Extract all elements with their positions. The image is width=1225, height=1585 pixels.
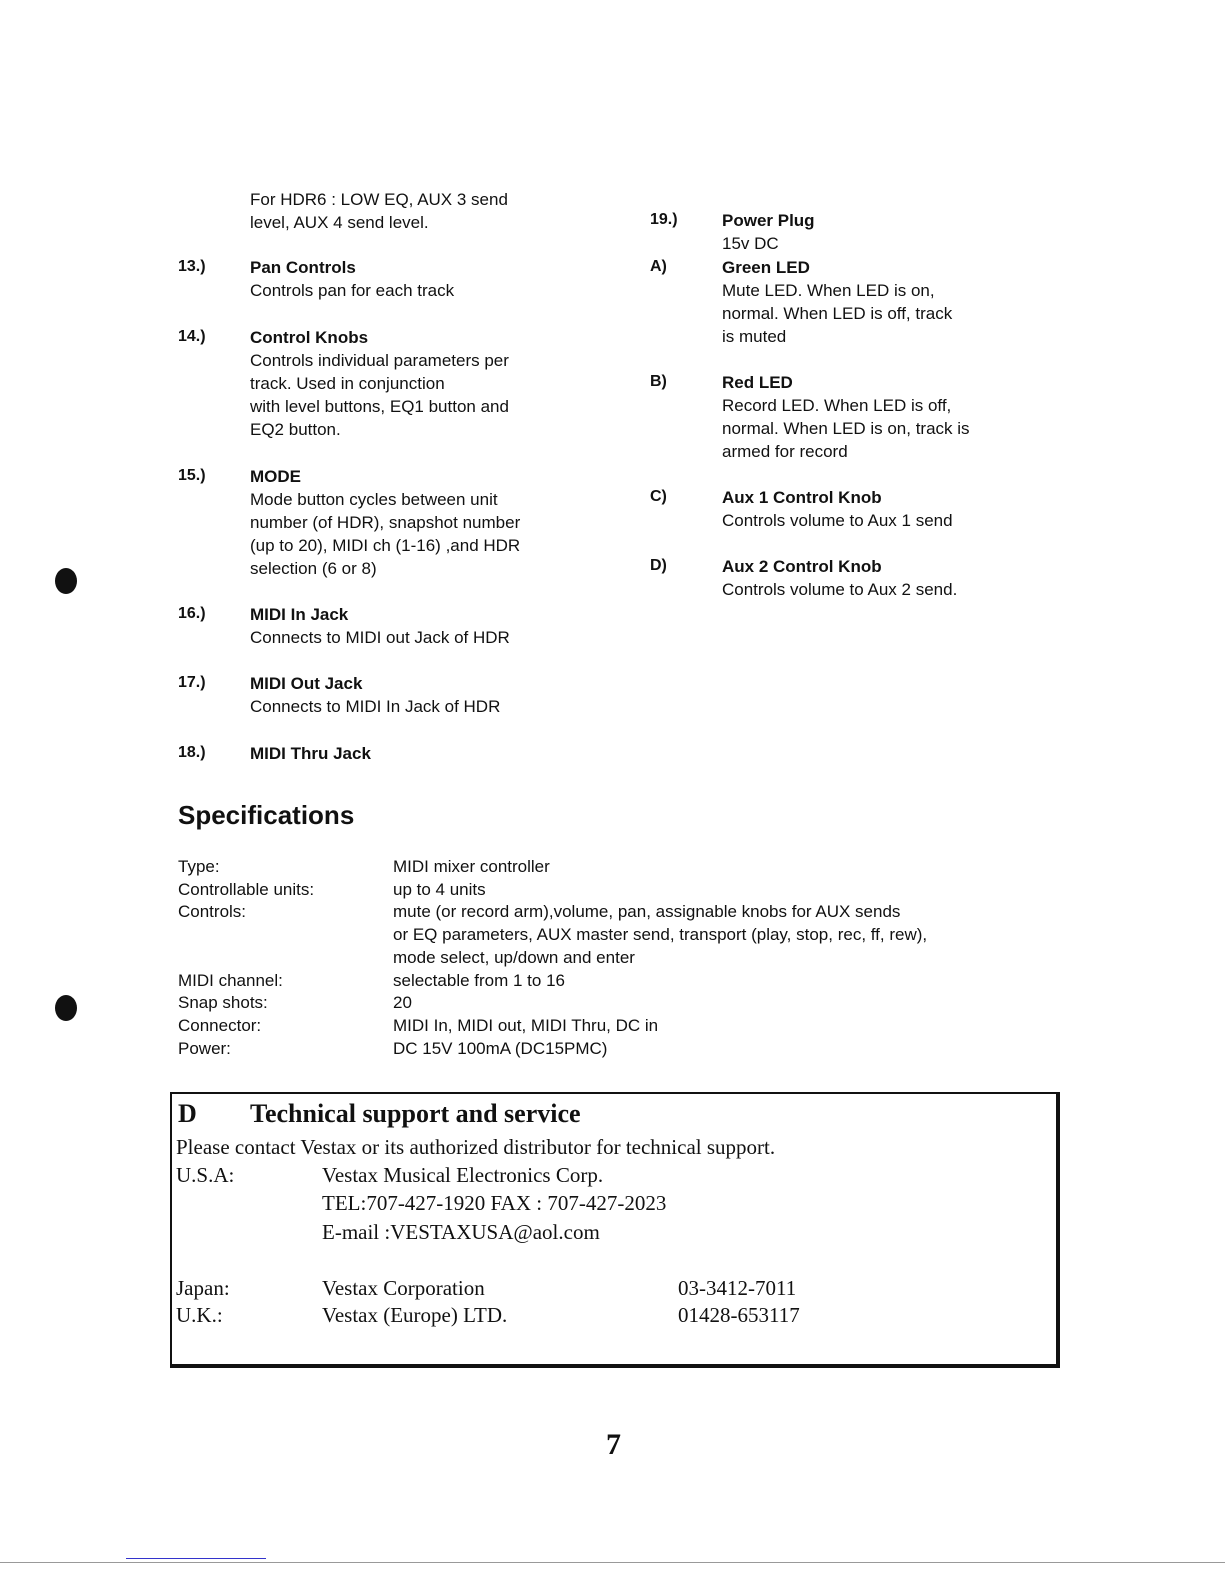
section-title: Technical support and service (250, 1099, 581, 1128)
japan-label: Japan: (176, 1276, 230, 1300)
item-number: 17.) (178, 674, 206, 691)
list-item (250, 742, 371, 765)
item-number: 15.) (178, 467, 206, 484)
list-item (722, 486, 953, 532)
item-description: Connects to MIDI In Jack of HDR (250, 697, 501, 716)
item-number: D) (650, 557, 667, 574)
section-letter: D (178, 1099, 197, 1128)
spec-value: MIDI mixer controller (393, 857, 550, 876)
spec-label: MIDI channel: (178, 970, 283, 990)
item-description: track. Used in conjunction (250, 374, 445, 393)
item-description: (up to 20), MIDI ch (1-16) ,and HDR (250, 536, 521, 555)
spec-label (178, 947, 393, 970)
spec-row (178, 856, 927, 879)
japan-company: Vestax Corporation (322, 1276, 485, 1300)
item-description: level, AUX 4 send level. (250, 213, 429, 232)
binder-hole (55, 995, 77, 1021)
spec-value: up to 4 units (393, 879, 486, 899)
item-description: normal. When LED is off, track (722, 304, 953, 323)
page-number: 7 (606, 1428, 621, 1461)
japan-phone: 03-3412-7011 (678, 1276, 797, 1300)
spec-label: Snap shots: (178, 993, 268, 1013)
item-number: 14.) (178, 328, 206, 345)
list-item (250, 465, 520, 580)
item-description: EQ2 button. (250, 420, 341, 439)
item-description: Connects to MIDI out Jack of HDR (250, 628, 510, 647)
item-title: Pan Controls (250, 258, 356, 277)
list-item (722, 371, 970, 463)
spec-value: DC 15V 100mA (DC15PMC) (393, 1038, 608, 1058)
list-item (250, 603, 510, 649)
list-item (250, 256, 454, 302)
uk-company: Vestax (Europe) LTD. (322, 1303, 508, 1327)
spec-label: Controls: (178, 902, 247, 922)
item-title: Green LED (722, 258, 810, 277)
item-description: Controls pan for each track (250, 281, 455, 300)
support-intro: Please contact Vestax or its authorized distributor for technical support. (176, 1135, 776, 1159)
item-description: armed for record (722, 442, 848, 461)
list-item (250, 326, 509, 441)
item-number: C) (650, 488, 667, 505)
spec-row (178, 1038, 927, 1061)
item-title: MIDI Thru Jack (250, 744, 371, 763)
item-number: 13.) (178, 258, 206, 275)
spec-value: MIDI In, MIDI out, MIDI Thru, DC in (393, 1015, 659, 1035)
list-item (722, 209, 815, 255)
technical-support-box (170, 1092, 1060, 1368)
link-underline (126, 1558, 266, 1559)
list-item (722, 555, 957, 601)
item-description: number (of HDR), snapshot number (250, 513, 521, 532)
spec-row (178, 970, 927, 993)
usa-company: Vestax Musical Electronics Corp. (322, 1163, 604, 1187)
usa-email: E-mail :VESTAXUSA@aol.com (322, 1220, 600, 1244)
spec-value: selectable from 1 to 16 (393, 970, 565, 990)
spec-label (178, 924, 393, 947)
item-description: Controls volume to Aux 1 send (722, 511, 953, 530)
uk-phone: 01428-653117 (678, 1303, 800, 1327)
list-item (250, 188, 508, 234)
spec-value: or EQ parameters, AUX master send, transport (play, stop, rec, ff, rew), (393, 925, 928, 945)
specifications-heading: Specifications (178, 800, 355, 830)
item-description: Controls individual parameters per (250, 351, 509, 370)
item-description: Mode button cycles between unit (250, 490, 498, 509)
item-title: MIDI Out Jack (250, 674, 363, 693)
list-item (722, 256, 952, 348)
spec-row (178, 879, 927, 902)
spec-label: Type: (178, 857, 220, 876)
item-title: Aux 1 Control Knob (722, 488, 882, 507)
spec-label: Controllable units: (178, 879, 315, 899)
usa-phone: TEL:707-427-1920 FAX : 707-427-2023 (322, 1191, 667, 1215)
item-title: Control Knobs (250, 328, 369, 347)
item-title: MIDI In Jack (250, 605, 349, 624)
item-title: Aux 2 Control Knob (722, 557, 882, 576)
list-item (250, 672, 500, 718)
spec-value: 20 (393, 993, 412, 1013)
spec-label: Connector: (178, 1015, 262, 1035)
item-number: B) (650, 373, 667, 390)
spec-label: Power: (178, 1038, 231, 1058)
usa-label: U.S.A: (176, 1163, 235, 1187)
page-bottom-divider (0, 1562, 1225, 1563)
item-description: 15v DC (722, 234, 779, 253)
item-number: A) (650, 258, 667, 275)
item-description: For HDR6 : LOW EQ, AUX 3 send (250, 190, 508, 209)
spec-value: mute (or record arm),volume, pan, assignable knobs for AUX sends (393, 902, 901, 922)
item-description: is muted (722, 327, 787, 346)
spec-row (178, 924, 927, 947)
item-description: Record LED. When LED is off, (722, 396, 952, 415)
spec-value: mode select, up/down and enter (393, 947, 635, 967)
item-title: MODE (250, 467, 301, 486)
item-description: selection (6 or 8) (250, 559, 377, 578)
item-number: 16.) (178, 605, 206, 622)
item-number: 18.) (178, 744, 206, 761)
item-description: with level buttons, EQ1 button and (250, 397, 509, 416)
spec-row (178, 1015, 927, 1038)
spec-row (178, 901, 927, 924)
spec-row (178, 947, 927, 970)
uk-label: U.K.: (176, 1303, 223, 1327)
item-description: Controls volume to Aux 2 send. (722, 580, 958, 599)
specifications-table (178, 856, 927, 1060)
binder-hole (55, 568, 77, 594)
item-title: Power Plug (722, 211, 815, 230)
item-title: Red LED (722, 373, 793, 392)
item-description: Mute LED. When LED is on, (722, 281, 935, 300)
item-number: 19.) (650, 211, 678, 228)
spec-row (178, 992, 927, 1015)
item-description: normal. When LED is on, track is (722, 419, 970, 438)
